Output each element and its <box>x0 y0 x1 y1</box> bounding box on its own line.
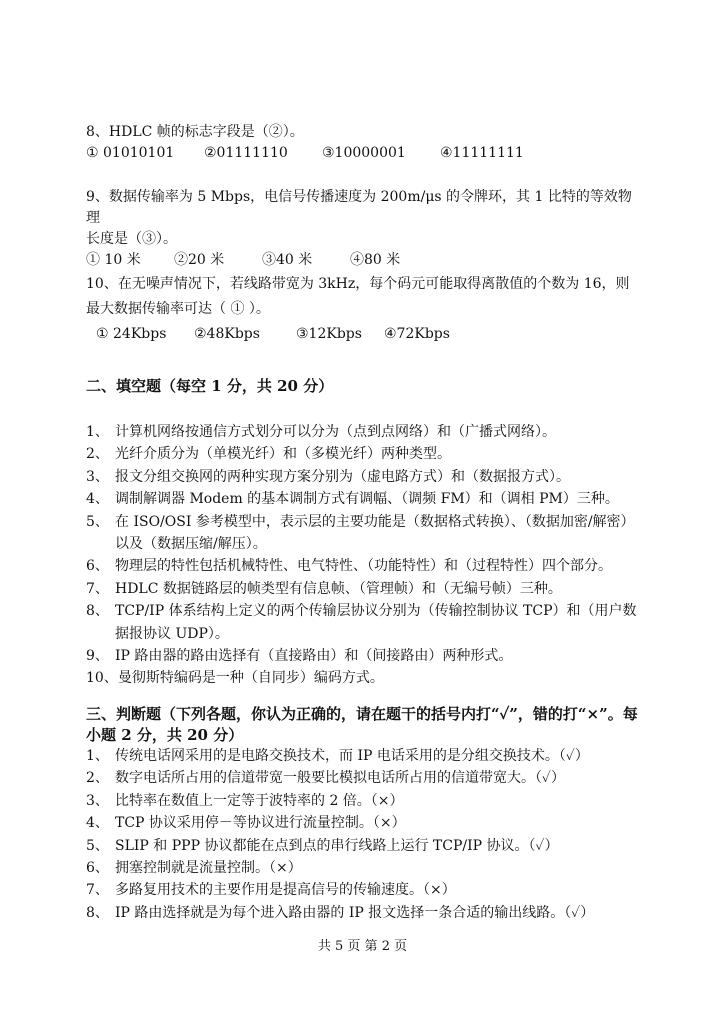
item-text: 多路复用技术的主要作用是提高信号的传输速度。（×） <box>115 882 456 899</box>
section-fill-blank <box>86 376 641 397</box>
option-2: ②01111110 <box>204 145 288 161</box>
item-number: 2、 <box>86 446 109 463</box>
item-text: 曼彻斯特编码是一种（自同步）编码方式。 <box>117 670 384 687</box>
option-1: ① 24Kbps <box>96 326 167 342</box>
options-row <box>86 143 641 164</box>
page-footer: 共 5 页 第 2 页 <box>317 939 408 954</box>
item-text: IP 路由器的路由选择有（直接路由）和（间接路由）两种形式。 <box>115 648 513 665</box>
list-item <box>86 812 641 834</box>
item-number: 8、 <box>86 904 109 921</box>
item-text: HDLC 数据链路层的帧类型有信息帧、（管理帧）和（无编号帧）三种。 <box>115 580 562 597</box>
list-item <box>86 511 641 556</box>
item-number: 5、 <box>86 513 109 530</box>
item-number: 1、 <box>86 424 109 440</box>
true-false-list <box>86 745 641 924</box>
item-number: 7、 <box>86 580 109 597</box>
option-3: ③40 米 <box>262 252 313 268</box>
list-item <box>86 488 641 510</box>
mc-question-9 <box>86 187 641 271</box>
option-4: ④72Kbps <box>384 326 450 342</box>
list-item <box>86 443 641 465</box>
item-number: 3、 <box>86 468 109 485</box>
option-2: ②20 米 <box>174 252 225 268</box>
option-3: ③10000001 <box>322 145 406 161</box>
question-text: 10、在无噪声情况下，若线路带宽为 3kHz，每个码元可能取得离散值的个数为 16，则 <box>86 276 630 292</box>
item-text: 调制解调器 Modem 的基本调制方式有调幅、（调频 FM）和（调相 PM）三种。 <box>115 491 619 508</box>
list-item <box>86 645 641 667</box>
section-true-false <box>86 704 641 746</box>
list-item <box>86 555 641 577</box>
list-item <box>86 767 641 789</box>
item-text: TCP/IP 体系结构上定义的两个传输层协议分别为（传输控制协议 TCP）和（用户数据报协议 UDP）。 <box>115 603 637 642</box>
item-number: 4、 <box>86 491 109 508</box>
item-number: 10、 <box>86 670 118 687</box>
item-text: 拥塞控制就是流量控制。（×） <box>115 860 302 877</box>
section-title: 二、填空题（每空 1 分，共 20 分） <box>86 377 334 395</box>
options-row <box>86 324 641 345</box>
list-item <box>86 902 641 924</box>
item-text: IP 路由选择就是为每个进入路由器的 IP 报文选择一条合适的输出线路。（✓） <box>115 904 595 921</box>
option-4: ④80 米 <box>350 252 401 268</box>
option-4: ④11111111 <box>440 145 524 161</box>
option-3: ③12Kbps <box>296 326 362 342</box>
item-text: SLIP 和 PPP 协议都能在点到点的串行线路上运行 TCP/IP 协议。（✓） <box>115 837 559 854</box>
item-text: 光纤介质分为（单模光纤）和（多模光纤）两种类型。 <box>115 446 451 463</box>
mc-question-8 <box>86 122 641 164</box>
list-item <box>86 790 641 812</box>
list-item <box>86 745 641 767</box>
item-number: 8、 <box>86 603 109 620</box>
item-number: 5、 <box>86 837 109 854</box>
list-item <box>86 466 641 488</box>
item-number: 6、 <box>86 860 109 877</box>
item-text: 报文分组交换网的两种实现方案分别为（虚电路方式）和（数据报方式）。 <box>115 468 570 485</box>
item-number: 6、 <box>86 558 109 575</box>
list-item <box>86 600 641 645</box>
option-1: ① 01010101 <box>86 145 175 161</box>
question-text-cont: 长度是（③）。 <box>86 231 177 247</box>
option-1: ① 10 米 <box>86 252 141 268</box>
item-text: 在 ISO/OSI 参考模型中，表示层的主要功能是（数据格式转换）、（数据加密/解密）以及（数据压缩/解压）。 <box>115 513 635 553</box>
fill-blank-list <box>86 421 641 690</box>
question-text: 8、HDLC 帧的标志字段是（②）。 <box>86 124 304 140</box>
item-text: 比特率在数值上一定等于波特率的 2 倍。（×） <box>115 792 404 809</box>
list-item <box>86 578 641 600</box>
item-number: 3、 <box>86 792 109 809</box>
list-item <box>86 879 641 901</box>
list-item <box>86 835 641 857</box>
list-item <box>86 667 641 689</box>
section-title: 三、判断题（下列各题，你认为正确的，请在题干的括号内打“✓”，错的打“×”。每小题 2 分，共 20 分） <box>86 705 638 744</box>
item-number: 1、 <box>86 748 109 764</box>
option-2: ②48Kbps <box>194 326 260 342</box>
item-number: 9、 <box>86 648 109 665</box>
list-item <box>86 857 641 879</box>
item-number: 4、 <box>86 815 109 832</box>
item-text: 计算机网络按通信方式划分可以分为（点到点网络）和（广播式网络）。 <box>115 424 556 440</box>
list-item <box>86 421 641 443</box>
question-text-cont: 最大数据传输率可达（ ① ）。 <box>86 301 270 317</box>
options-row <box>86 250 641 271</box>
item-number: 2、 <box>86 770 109 787</box>
question-text: 9、数据传输率为 5 Mbps，电信号传播速度为 200m/μs 的令牌环，其 1 比特的等效物理 <box>86 189 632 226</box>
mc-question-10 <box>86 274 641 345</box>
item-text: 数字电话所占用的信道带宽一般要比模拟电话所占用的信道带宽大。（✓） <box>115 770 566 787</box>
item-text: TCP 协议采用停－等协议进行流量控制。（×） <box>115 815 406 832</box>
item-text: 传统电话网采用的是电路交换技术，而 IP 电话采用的是分组交换技术。（✓） <box>115 748 589 764</box>
item-number: 7、 <box>86 882 109 899</box>
item-text: 物理层的特性包括机械特性、电气特性、（功能特性）和（过程特性）四个部分。 <box>115 558 612 575</box>
